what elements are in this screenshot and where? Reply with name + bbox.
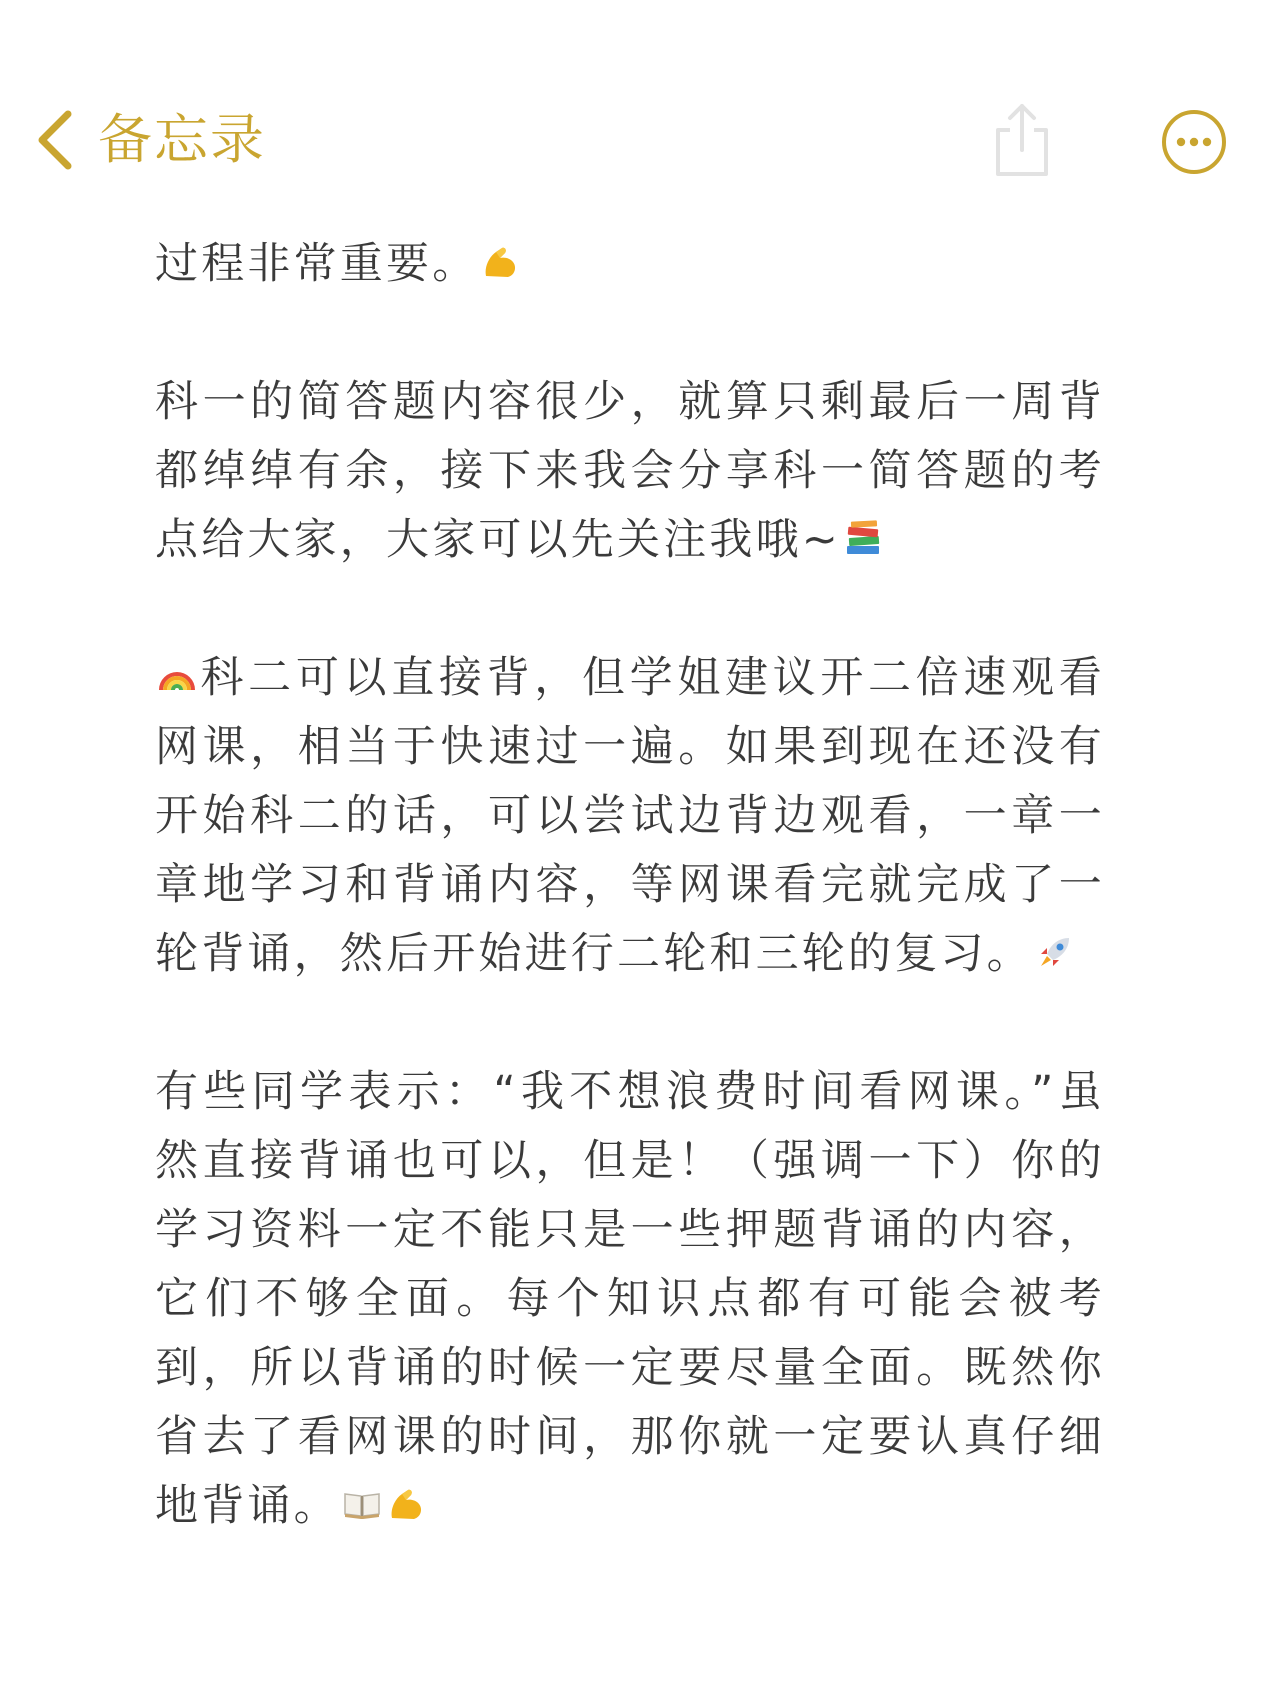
paragraph-text: 科二可以直接背，但学姐建议开二倍速观看网课，相当于快速过一遍。如果到现在还没有开始科二的话，可以尝试边背边观看，一章一章地学习和背诵内容，等网课看完就完成了一轮背诵，然后开始进行二轮和三轮的复习。 [155,653,1105,979]
more-button[interactable] [1160,108,1228,176]
navigation-bar [0,0,1280,230]
more-circle-icon [1160,108,1228,176]
note-body[interactable] [155,230,1105,1541]
back-button[interactable] [34,100,266,180]
paragraph-text: 过程非常重要。 [155,239,479,289]
back-label: 备忘录 [98,108,266,171]
paragraph-text: 有些同学表示：“我不想浪费时间看网课。”虽然直接背诵也可以，但是！（强调一下）你的学习资料一定不能只是一些押题背诵的内容，它们不够全面。每个知识点都有可能会被考到，所以背诵的时候一定要尽量全面。既然你省去了看网课的时间，那你就一定要认真仔细地背诵。 [155,1067,1105,1531]
flexed-biceps-icon [386,1484,426,1524]
flexed-biceps-icon [480,242,520,282]
paragraph-text: 科一的简答题内容很少，就算只剩最后一周背都绰绰有余，接下来我会分享科一简答题的考点给大家，大家可以先关注我哦~ [155,377,1105,565]
chevron-left-icon [34,108,78,172]
note-paragraph [155,230,1105,299]
rocket-icon [1035,932,1075,972]
share-button[interactable] [990,100,1054,178]
share-icon [990,100,1054,178]
note-paragraph [155,644,1105,989]
open-book-icon [342,1484,382,1524]
note-paragraph [155,1058,1105,1541]
note-paragraph [155,368,1105,575]
books-icon [843,518,883,558]
rainbow-icon [157,656,197,696]
